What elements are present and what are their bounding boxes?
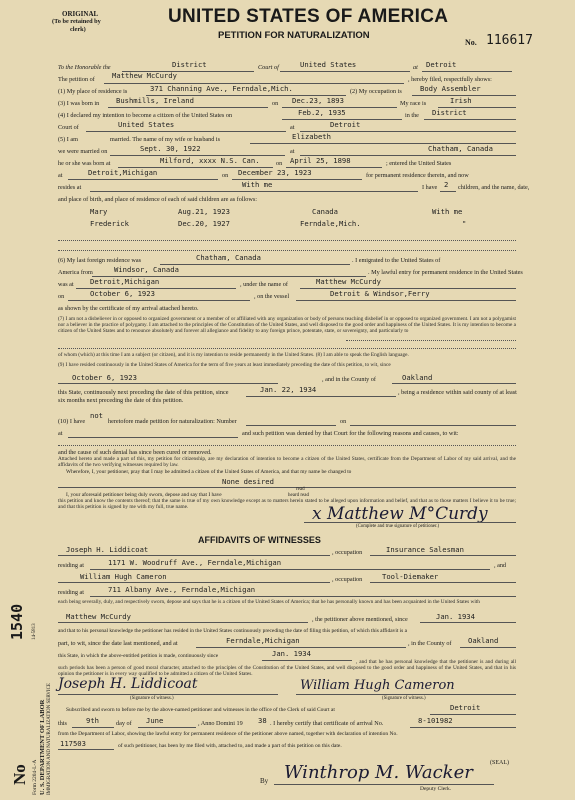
married-on-label: we were married on: [58, 148, 108, 155]
clerk-signature: Winthrop M. Wacker: [284, 762, 473, 783]
six-months-text: six months next preceding the date of this petition.: [58, 397, 184, 404]
declaration-date: Feb.2, 1935: [298, 108, 346, 117]
residence-at-value: Ferndale,Michigan: [226, 636, 300, 645]
affidavits-title: AFFIDAVITS OF WITNESSES: [198, 535, 321, 545]
filed-text: , hereby filed, respectfully shows:: [408, 76, 492, 83]
residence-since-date: October 6, 1923: [72, 373, 137, 382]
entry-place: Detroit,Michigan: [90, 277, 160, 286]
original-label: ORIGINAL: [62, 10, 99, 18]
p10-at-label: at: [58, 430, 63, 437]
child-birthplace: Canada: [312, 207, 338, 216]
court-of-label: Court of: [258, 64, 279, 71]
witness2-name: William Hugh Cameron: [80, 572, 167, 581]
petition-number: 116617: [486, 33, 533, 48]
side-dept: U. S. DEPARTMENT OF LABOR: [39, 699, 46, 795]
court-at-label: at: [413, 64, 418, 71]
child-birthdate: Aug.21, 1923: [178, 207, 230, 216]
witnesses-sworn-text: each being severally, duly, and respectively sworn, depose and says that he is a citizen of the United States of America; that he has personally known and has been acquainted in the United States with: [58, 599, 480, 605]
side-code: 14-5813: [32, 623, 37, 640]
entry-name: Matthew McCurdy: [316, 277, 381, 286]
petitioner-signature-caption: (Complete and true signature of petitioner.): [356, 524, 440, 529]
entered-at-label: at: [58, 172, 63, 179]
witness1-occupation: Insurance Salesman: [386, 545, 464, 554]
state-since-date: Jan. 22, 1934: [260, 385, 317, 394]
number-label: No.: [465, 38, 477, 47]
witness1-address: 1171 W. Woodruff Ave., Ferndale,Michigan: [108, 558, 282, 567]
department-text: from the Department of Labor, showing the lawful entry for permanent residence of the petitioner above named, together with declaration of intention No.: [58, 731, 398, 737]
court-name: United States: [300, 60, 357, 69]
and-label: , and: [494, 562, 507, 569]
spouse-birthplace: Milford, xxxx N.S. Can.: [160, 156, 260, 165]
was-at-label: was at: [58, 281, 74, 288]
children-lead: I have: [422, 184, 438, 191]
witness2-occupation-label: , occupation: [332, 576, 363, 583]
born-on-label: on: [272, 100, 279, 107]
child-birthplace: Ferndale,Mich.: [300, 219, 361, 228]
declaration-tail: of such petitioner, has been by me filed with, attached to, and made a part of this petition on this date.: [118, 743, 342, 749]
vessel-value: Detroit & Windsor,Ferry: [330, 289, 430, 298]
declaration-city: Detroit: [330, 120, 361, 129]
p10-text: heretofore made petition for naturalization: Number: [108, 418, 237, 425]
birthplace-value: Bushmills, Ireland: [116, 96, 194, 105]
married-lead: (5) I am: [58, 136, 78, 143]
foreign-label: (6) My last foreign residence was: [58, 257, 141, 264]
county-value: Oakland: [402, 373, 433, 382]
side-service: IMMIGRATION AND NATURALIZATION SERVICE: [47, 683, 52, 795]
race-label: My race is: [400, 100, 427, 107]
document-title: UNITED STATES OF AMERICA: [168, 6, 449, 27]
petitioner-signature: x Matthew M°Curdy: [312, 504, 488, 524]
declaration-number: 117503: [60, 739, 86, 748]
p10-lead: (10) I have: [58, 418, 86, 425]
known-since-value: Jan. 1934: [436, 612, 475, 621]
foreign-residence: Chatham, Canada: [196, 253, 261, 262]
p10-on-label: on: [340, 418, 347, 425]
birthdate-value: Dec.23, 1893: [292, 96, 344, 105]
year-value: 38: [258, 716, 267, 725]
occupation-label: (2) My occupation is: [350, 88, 402, 95]
residence-value: 371 Channing Ave., Ferndale,Mich.: [150, 84, 293, 93]
child-residence: ": [462, 219, 467, 228]
spouse-entry-date: December 23, 1923: [238, 168, 312, 177]
declaration-court: District: [432, 108, 467, 117]
affidavit-state-text: this State, in which the above-entitled petition is made, continuously since: [58, 653, 219, 659]
witness1-signature-caption: (Signature of witness.): [130, 696, 174, 701]
entry-on-label: on: [58, 293, 65, 300]
subscribed-at: Detroit: [450, 703, 481, 712]
marriage-place: Chatham, Canada: [428, 144, 493, 153]
entered-on-label: on: [222, 172, 229, 179]
child-name: Frederick: [90, 219, 129, 228]
resided-text: and that to his personal knowledge the petitioner has resided in the United States continuously preceding the date of filing this petition, of which this affidavit is a: [58, 628, 408, 634]
america-from-label: America from: [58, 269, 93, 276]
spouse-resides: With me: [242, 180, 273, 189]
witness1-residing-label: residing at: [58, 562, 84, 569]
affidavit-county: Oakland: [468, 636, 499, 645]
spouse-birthdate: April 25, 1898: [290, 156, 351, 165]
declaration-court-name: United States: [118, 120, 175, 129]
day-of-label: day of: [116, 720, 132, 727]
affidavit-petitioner: Matthew McCurdy: [66, 612, 131, 621]
marriage-date: Sept. 30, 1922: [140, 144, 201, 153]
race-value: Irish: [450, 96, 472, 105]
oath-text-b: this petition and know the contents thereof; that the same is true of my own knowledge except as to matters herein stated to be alleged upon information and belief, and that as to those matters I believe it to be true; and that this petition is signed by me with my full, true name.: [58, 498, 516, 511]
in-county-label: , in the County of: [408, 640, 452, 647]
affidavit-state-since: Jan. 1934: [272, 649, 311, 658]
p10-not: not: [90, 411, 103, 420]
state-since-label: this State, continuously next preceding the date of this petition, since: [58, 389, 229, 396]
cause-text: and the cause of such denial has since been cured or removed.: [58, 449, 212, 456]
petition-of-label: The petition of: [58, 76, 95, 83]
paragraph-9: (9) I have resided continuously in the United States of America for the term of five years at least immediately preceding the date of this petition, to wit, since: [58, 362, 391, 368]
witness2-signature: William Hugh Cameron: [300, 678, 455, 693]
married-text: married. The name of my wife or husband is: [110, 136, 221, 143]
lawful-entry-text: . My lawful entry for permanent residence in the United States: [368, 269, 523, 276]
permanent-text: for permanent residence therein, and now: [366, 172, 469, 179]
court-of-label-2: Court of: [58, 124, 79, 131]
children-intro: and place of birth, and place of residence of each of said children are as follows:: [58, 196, 257, 203]
seal-label: (SEAL): [490, 760, 509, 766]
residence-label: (1) My place of residence is: [58, 88, 128, 95]
witness2-address: 711 Albany Ave., Ferndale,Michigan: [108, 585, 256, 594]
month-value: June: [146, 716, 164, 725]
spouse-name: Elizabeth: [292, 132, 331, 141]
witness2-occupation: Tool-Diemaker: [382, 572, 439, 581]
deputy-clerk-label: Deputy Clerk.: [420, 786, 452, 792]
child-residence: With me: [432, 207, 463, 216]
name-change-value: None desired: [222, 477, 274, 486]
part-text: part, to wit, since the date last mentioned, and at: [58, 640, 178, 647]
paragraph-7: (7) I am not a disbeliever in or opposed to organized government or a member of or affiliated with any organization or body of persons teaching disbelief in or opposed to organized government. I am not a polygamist nor a believer in the practice of polygamy. I am attached to the principles of the Constitution of the United States, and well disposed to the good order and happiness of the United States. It is my intention to become a citizen of the United States and to renounce absolutely and forever all allegiance and fidelity to any foreign prince, potentate, state, or sovereignty, and particularly to: [58, 316, 516, 335]
anno-label: , Anno Domini 19: [198, 720, 243, 727]
arrival-shown-text: as shown by the certificate of my arrival attached hereto.: [58, 305, 199, 312]
occupation-value: Body Assembler: [420, 84, 481, 93]
children-tail: children, and the name, date,: [458, 184, 530, 191]
document-subtitle: PETITION FOR NATURALIZATION: [218, 30, 370, 41]
wherefore-text: Wherefore, I, your petitioner, pray that I may be admitted a citizen of the United States of America, and that my name be changed to: [66, 469, 352, 475]
born-label: (3) I was born in: [58, 100, 100, 107]
resides-label: resides at: [58, 184, 82, 191]
declaration-in-label: in the: [405, 112, 419, 119]
witness2-residing-label: residing at: [58, 589, 84, 596]
county-label: , and in the County of: [322, 376, 376, 383]
affidavit-state-tail: , and that he has personal knowledge that the petitioner is and during all such periods has been a person of good moral character, attached to the principles of the Constitution of the United States, and well disposed to the good order and happiness of the United States, and that in his opinion the petitioner is in every way qualified to be admitted a citizen of the United States.: [58, 659, 516, 678]
subscribed-text: Subscribed and sworn to before me by the above-named petitioner and witnesses in the office of the Clerk of said Court at: [66, 707, 335, 713]
declaration-at-label: at: [290, 124, 295, 131]
child-name: Mary: [90, 207, 108, 216]
entered-text: ; entered the United States: [386, 160, 452, 167]
children-count: 2: [444, 180, 449, 189]
side-number: 1540: [8, 603, 26, 640]
petitioner-name: Matthew McCurdy: [112, 71, 177, 80]
witness2-signature-caption: (Signature of witness.): [382, 696, 426, 701]
clerk-label: clerk): [70, 26, 86, 33]
oath-text-a: I, your aforesaid petitioner being duly sworn, depose and say that I have: [66, 492, 222, 498]
witness1-signature: Joseph H. Liddicoat: [58, 676, 198, 692]
day-value: 9th: [86, 716, 99, 725]
p10-tail: and such petition was denied by that Court for the following reasons and causes, to wit:: [242, 430, 459, 437]
oath-heard-read: heard read: [288, 493, 309, 498]
court-kind: District: [172, 60, 207, 69]
this-label: this: [58, 720, 67, 727]
vessel-label: , on the vessel: [254, 293, 290, 300]
witness1-occupation-label: , occupation: [332, 549, 363, 556]
side-no-label: No: [10, 764, 29, 785]
known-since-label: , the petitioner above mentioned, since: [312, 616, 408, 623]
emigrated-from: Windsor, Canada: [114, 265, 179, 274]
married-at-label: at: [290, 148, 295, 155]
oath-read: read: [296, 487, 305, 492]
witness1-name: Joseph H. Liddicoat: [66, 545, 149, 554]
arrival-number: 8-101982: [418, 716, 453, 725]
entry-date: October 6, 1923: [90, 289, 155, 298]
emigrated-text: . I emigrated to the United States of: [352, 257, 441, 264]
arrival-text: . I hereby certify that certificate of arrival No.: [270, 720, 384, 727]
state-since-tail: , being a residence within said county of at least: [398, 389, 517, 396]
declaration-label: (4) I declared my intention to become a citizen of the United States on: [58, 112, 233, 119]
spouse-born-label: he or she was born at: [58, 160, 111, 167]
by-label: By: [260, 777, 269, 785]
paragraph-7b: of whom (which) at this time I am a subject (or citizen), and it is my intention to reside permanently in the United States. (8) I am able to speak the English language.: [58, 352, 409, 358]
retained-label: (To be retained by: [52, 18, 101, 25]
under-name-label: , under the name of: [240, 281, 288, 288]
side-form: Form 2204-L-A: [32, 759, 38, 795]
attached-text: Attached hereto and made a part of this, my petition for citizenship, are my declaration of intention to become a citizen of the United States, certificate from the Department of Labor of my said arrival, and the affidavits of the two verifying witnesses required by law.: [58, 456, 516, 469]
court-lead: To the Honorable the: [58, 64, 111, 71]
spouse-born-on-label: on: [276, 160, 283, 167]
spouse-entry-place: Detroit,Michigan: [88, 168, 158, 177]
child-birthdate: Dec.20, 1927: [178, 219, 230, 228]
court-city: Detroit: [426, 60, 457, 69]
